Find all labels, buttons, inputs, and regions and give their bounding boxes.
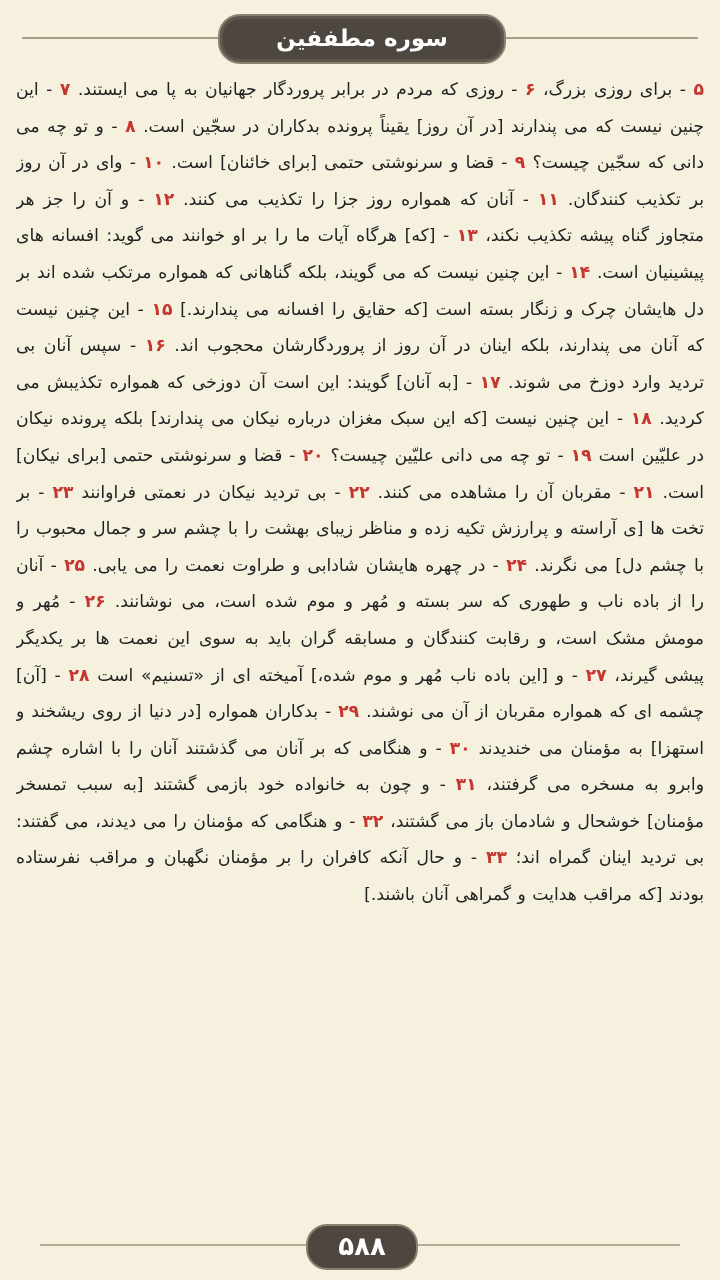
verse-text: و هنگامی که بر آنان می گذشتند آنان را با اشاره چشم وابرو به مسخره می گرفتند، bbox=[16, 738, 704, 796]
verse-text: این چنین نیست [که این سبک مغزان درباره نیکان می پندارند] بلکه پرونده نیکان در علیّین است bbox=[16, 409, 704, 466]
verse-number: ۲۹ bbox=[338, 702, 360, 723]
verse-text: در چهره هایشان شادابی و طراوت نعمت را می یابی. bbox=[92, 555, 486, 576]
verse-number: ۳۰ bbox=[449, 738, 471, 759]
verse-number: ۲۱ bbox=[633, 482, 655, 503]
verse-text: بر تخت ها [ی آراسته و پرارزش تکیه زده و مناظر زیبای بهشت را با چشم سر و جمال محبوب را با چشم دل] می نگرند. bbox=[16, 482, 704, 576]
page-number: ۵۸۸ bbox=[338, 1232, 386, 1262]
verse-number: ۷ bbox=[59, 80, 71, 100]
verse-number: ۱۳ bbox=[456, 226, 478, 247]
verse-number: ۵ bbox=[693, 80, 704, 100]
verse-text: بدکاران همواره [در دنیا از روی ریشخند و استهزا] به مؤمنان می خندیدند bbox=[16, 702, 704, 759]
surah-header bbox=[0, 12, 720, 64]
verse-number: ۲۳ bbox=[52, 482, 74, 503]
surah-title: سوره مطففین bbox=[276, 26, 448, 52]
verse-number: ۱۶ bbox=[144, 336, 166, 357]
verse-number: ۲۰ bbox=[302, 445, 324, 466]
verse-text: آنان که همواره روز جزا را تکذیب می کنند. bbox=[183, 189, 514, 210]
header-rule-left bbox=[22, 37, 222, 39]
verse-text: برای روزی بزرگ، bbox=[542, 80, 673, 100]
verse-text: این چنین نیست که آنان می پندارند، بلکه اینان در آن روز از پروردگارشان محجوب اند. bbox=[16, 299, 704, 357]
verse-number: ۱۹ bbox=[570, 445, 592, 466]
page-footer bbox=[0, 1222, 720, 1268]
footer-rule-left bbox=[40, 1244, 310, 1246]
verse-text: سپس آنان بی تردید وارد دوزخ می شوند. bbox=[16, 336, 704, 393]
verse-number: ۶ bbox=[524, 80, 536, 100]
verse-text: و [این باده ناب مُهر و موم شده،] آمیخته ای از «تسنیم» است bbox=[97, 665, 564, 686]
verse-number: ۹ bbox=[514, 153, 526, 174]
verse-number: ۱۵ bbox=[151, 299, 173, 320]
verse-number: ۳۱ bbox=[455, 775, 477, 796]
verse-text: این چنین نیست که می گویند، بلکه گناهانی که همواره مرتکب شده اند بر دل هایشان چرک و زنگار بسته است [که حقایق را افسانه می پندارند.] bbox=[16, 262, 704, 320]
verse-number: ۱۰ bbox=[143, 153, 165, 174]
verse-number: ۲۸ bbox=[68, 665, 90, 686]
verse-text: تو چه می دانی علیّین چیست؟ bbox=[330, 445, 551, 466]
verse-number: ۸ bbox=[125, 116, 136, 137]
verse-text: مُهر و مومش مشک است، و رقابت کنندگان و مسابقه گران باید به سوی این نعمت ها بر یکدیگر پیشی گیرند، bbox=[16, 592, 704, 686]
verse-text: روزی که مردم در برابر پروردگار جهانیان به پا می ایستند. bbox=[77, 80, 504, 100]
verse-text: این چنین نیست که می پندارند [در آن روز] یقیناً پرونده بدکاران در سجّین است. bbox=[16, 80, 704, 137]
verse-text: و حال آنکه کافران را بر مؤمنان نگهبان و مراقب نفرستاده بودند [که مراقب هدایت و گمراهی آنان باشند.] bbox=[16, 848, 704, 906]
verse-text: و هنگامی که مؤمنان را می دیدند، می گفتند: بی تردید اینان گمراه اند؛ bbox=[16, 811, 704, 869]
verse-number: ۱۴ bbox=[569, 262, 591, 283]
verse-number: ۳۳ bbox=[485, 848, 507, 869]
verse-text: قضا و سرنوشتی حتمی [برای خائنان] است. bbox=[171, 153, 495, 174]
verse-text: آنان را از باده ناب و طهوری که سر بسته و مُهر و موم شده است، می نوشانند. bbox=[16, 555, 704, 613]
verse-text: بی تردید نیکان در نعمتی فراوانند bbox=[81, 482, 327, 503]
verse-text: [که] هرگاه آیات ما را بر او خوانند می گوید: افسانه های پیشینیان است. bbox=[16, 226, 704, 283]
verse-number: ۲۴ bbox=[506, 555, 528, 576]
verse-text: و چون به خانواده خود بازمی گشتند [به سبب تمسخر مؤمنان] خوشحال و شادمان باز می گشتند، bbox=[16, 775, 704, 832]
verse-number: ۱۸ bbox=[630, 409, 652, 430]
verse-text: قضا و سرنوشتی حتمی [برای نیکان] است. bbox=[16, 445, 704, 503]
verse-number: ۲۶ bbox=[84, 592, 106, 613]
verse-text: [به آنان] گویند: این است آن دوزخی که همواره تکذیبش می کردید. bbox=[16, 372, 704, 430]
verse-text: وای در آن روز بر تکذیب کنندگان. bbox=[16, 153, 704, 210]
translation-text: ۵ - برای روزی بزرگ، ۶ - روزی که مردم در برابر پروردگار جهانیان به پا می ایستند. ۷ - این چنین نیست که می پندارند [در آن روز] یقیناً پرونده بدکاران در سجّین است. ۸ - و تو چه می دانی که سجّین چیست؟ ۹ - قضا و سرنوشتی حتمی [برای خائنان] است. ۱۰ - وای در آن روز بر تکذیب کنندگان. ۱۱ - آنان که همواره روز جزا را تکذیب می کنند. ۱۲ - و آن را جز هر متجاوز گناه پیشه تکذیب نکند، ۱۳ - [که] هرگاه آیات ما را بر او خوانند می گوید: افسانه های پیشینیان است. ۱۴ - این چنین نیست که می گویند، بلکه گناهانی که همواره مرتکب شده اند بر دل هایشان چرک و زنگار بسته است [که حقایق را افسانه می پندارند.] ۱۵ - این چنین نیست که آنان می پندارند، بلکه اینان در آن روز از پروردگارشان محجوب اند. ۱۶ - سپس آنان بی تردید وارد دوزخ می شوند. ۱۷ - [به آنان] گویند: این است آن دوزخی که همواره تکذیبش می کردید. ۱۸ - این چنین نیست [که این سبک مغزان درباره نیکان می پندارند] بلکه پرونده نیکان در علیّین است ۱۹ - تو چه می دانی علیّین چیست؟ ۲۰ - قضا و سرنوشتی حتمی [برای نیکان] است. ۲۱ - مقربان آن را مشاهده می کنند. ۲۲ - بی تردید نیکان در نعمتی فراوانند ۲۳ - بر تخت ها [ی آراسته و پرارزش تکیه زده و مناظر زیبای بهشت را با چشم سر و جمال محبوب را با چشم دل] می نگرند. ۲۴ - در چهره هایشان شادابی و طراوت نعمت را می یابی. ۲۵ - آنان را از باده ناب و طهوری که سر بسته و مُهر و موم شده است، می نوشانند. ۲۶ - مُهر و مومش مشک است، و رقابت کنندگان و مسابقه گران باید به سوی این نعمت ها بر یکدیگر پیشی گیرند، ۲۷ - و [این باده ناب مُهر و موم شده،] آمیخته ای از «تسنیم» است ۲۸ - [آن] چشمه ای که همواره مقربان از آن می نوشند. ۲۹ - بدکاران همواره [در دنیا از روی ریشخند و استهزا] به مؤمنان می خندیدند ۳۰ - و هنگامی که بر آنان می گذشتند آنان را با اشاره چشم وابرو به مسخره می گرفتند، ۳۱ - و چون به خانواده خود بازمی گشتند [به سبب تمسخر مؤمنان] خوشحال و شادمان باز می گشتند، ۳۲ - و هنگامی که مؤمنان را می دیدند، می گفتند: بی تردید اینان گمراه اند؛ ۳۳ - و حال آنکه کافران را بر مؤمنان نگهبان و مراقب نفرستاده بودند [که مراقب هدایت و گمراهی آنان باشند.] bbox=[16, 80, 704, 906]
verse-number: ۱۲ bbox=[153, 189, 175, 210]
page-number-badge bbox=[306, 1224, 418, 1270]
verse-text: [آن] چشمه ای که همواره مقربان از آن می نوشند. bbox=[16, 665, 704, 723]
verse-number: ۱۱ bbox=[537, 189, 559, 210]
verse-text: مقربان آن را مشاهده می کنند. bbox=[377, 482, 612, 503]
verse-number: ۳۲ bbox=[362, 811, 384, 832]
header-rule-right bbox=[498, 37, 698, 39]
surah-title-banner bbox=[218, 14, 506, 64]
verse-text: و تو چه می دانی که سجّین چیست؟ bbox=[16, 116, 704, 174]
verse-text: و آن را جز هر متجاوز گناه پیشه تکذیب نکند، bbox=[16, 189, 704, 247]
verse-number: ۲۵ bbox=[64, 555, 86, 576]
verse-number: ۱۷ bbox=[479, 372, 501, 393]
verse-number: ۲۲ bbox=[348, 482, 370, 503]
footer-rule-right bbox=[410, 1244, 680, 1246]
verse-number: ۲۷ bbox=[585, 665, 607, 686]
